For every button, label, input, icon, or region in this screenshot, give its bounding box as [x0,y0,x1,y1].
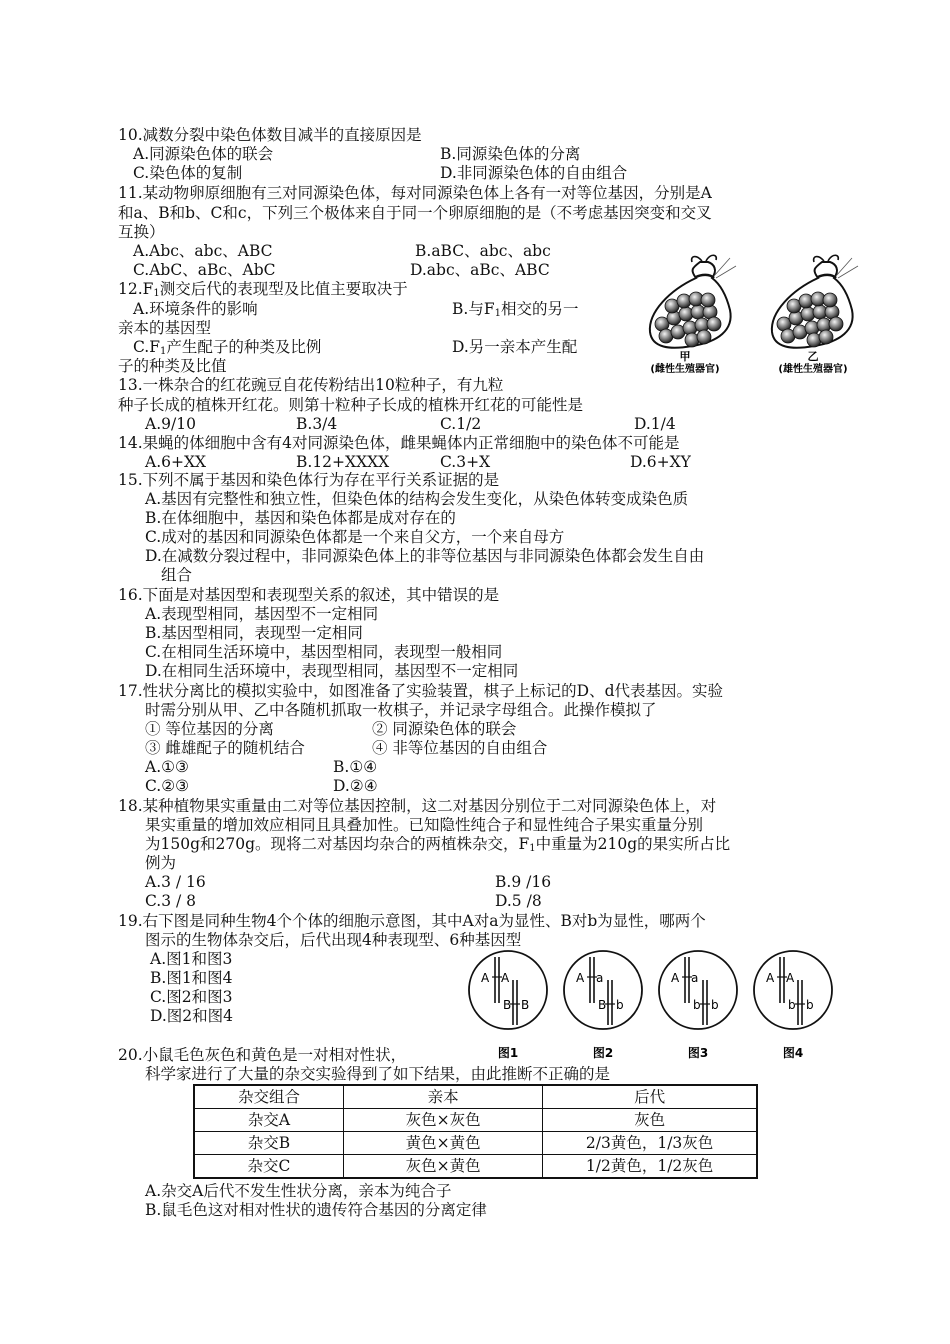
q18-stem-line4: 例为 [145,854,177,872]
table-header: 亲本 [343,1085,542,1109]
cell-4-allele-4: b [806,998,814,1012]
cell-3-diagram [659,951,737,1029]
bags-figure [630,250,870,375]
q15-option-c: C.成对的基因和同源染色体都是一个来自父方，一个来自母方 [145,528,565,546]
q10-option-d: D.非同源染色体的自由组合 [440,164,628,182]
q12-option-b-continued: 亲本的基因型 [118,319,212,337]
table-cell: 黄色×黄色 [343,1132,542,1155]
q15-option-b: B.在体细胞中，基因和染色体都是成对存在的 [145,509,456,527]
q18-stem-line2: 果实重量的增加效应相同且具叠加性。已知隐性纯合子和显性纯合子果实重量分别 [145,816,704,834]
q11-option-a: A.Abc、abc、ABC [133,242,273,260]
q11-stem-line3: 互换） [118,223,165,241]
table-header: 杂交组合 [194,1085,343,1109]
q13-stem-line2: 种子长成的植株开红花。则第十粒种子长成的植株开红花的可能性是 [118,396,584,414]
cell-3-allele-4: b [711,998,719,1012]
q18-option-c: C.3 / 8 [145,892,197,910]
q11-option-c: C.AbC、aBc、AbC [133,261,276,279]
table-cell: 杂交B [194,1132,343,1155]
q18-option-b: B.9 /16 [495,873,552,891]
cell-1-allele-4: B [521,998,530,1012]
bag-right-caption: (雄性生殖器官) [778,364,848,375]
cell-2-allele-1: A [576,971,585,985]
q13-stem-line1: 13.一株杂合的红花豌豆自花传粉结出10粒种子，有九粒 [118,376,504,394]
q12-option-a: A.环境条件的影响 [133,300,258,318]
cell-3-label: 图3 [687,1046,709,1060]
q10-stem: 10.减数分裂中染色体数目减半的直接原因是 [118,126,422,144]
q13-option-d: D.1/4 [634,415,676,433]
q11-stem-line2: 和a、B和b、C和c，下列三个极体来自于同一个卵原细胞的是（不考虑基因突变和交叉 [118,204,712,222]
table-header: 后代 [543,1085,757,1109]
q11-stem-line1: 11.某动物卵原细胞有三对同源染色体，每对同源染色体上各有一对等位基因，分别是A [118,184,712,202]
q17-option-b: B.①④ [333,758,378,776]
q17-stem-line2: 时需分别从甲、乙中各随机抓取一枚棋子，并记录字母组合。此操作模拟了 [145,701,657,719]
cell-2-diagram [564,951,642,1029]
q19-option-c: C.图2和图3 [150,988,233,1006]
table-row [194,1109,757,1132]
q19-option-d: D.图2和图4 [150,1007,234,1025]
table-row [194,1155,757,1179]
q14-option-b: B.12+XXXX [296,453,390,471]
q15-stem: 15.下列不属于基因和染色体行为存在平行关系证据的是 [118,471,500,489]
q13-option-c: C.1/2 [440,415,482,433]
cell-1-allele-2: A [501,971,510,985]
cell-2-allele-3: B [598,998,607,1012]
q20-option-a: A.杂交A后代不发生性状分离，亲本为纯合子 [145,1182,452,1200]
q17-choice-3: ③ 雌雄配子的随机结合 [145,739,305,757]
cell-4-allele-3: b [788,998,796,1012]
q16-stem: 16.下面是对基因型和表现型关系的叙述，其中错误的是 [118,586,500,604]
table-cell: 2/3黄色，1/3灰色 [543,1132,757,1155]
bag-right-label: 乙 [807,350,819,363]
q16-option-d: D.在相同生活环境中，表现型相同，基因型不一定相同 [145,662,519,680]
bag-right-icon [772,255,858,348]
q15-option-a: A.基因有完整性和独立性，但染色体的结构会发生变化，从染色体转变成染色质 [145,490,689,508]
q17-choice-4: ④ 非等位基因的自由组合 [372,739,548,757]
q10-option-a: A.同源染色体的联会 [133,145,274,163]
q18-stem-line3: 为150g和270g。现将二对基因均杂合的两植株杂交，$F_1$中重量为210g的果实所占比 [145,835,731,854]
q12-option-b: B.与$F_1$相交的另一 [452,300,579,319]
cell-3-allele-3: b [693,998,701,1012]
table-header-row [194,1085,757,1109]
q12-option-d: D.另一亲本产生配 [452,338,578,356]
q11-option-d: D.abc、aBc、ABC [410,261,550,279]
q20-option-b: B.鼠毛色这对相对性状的遗传符合基因的分离定律 [145,1201,487,1219]
q17-option-d: D.②④ [333,777,378,795]
bag-left-icon [650,255,736,348]
q17-stem-line1: 17.性状分离比的模拟实验中，如图准备了实验装置，棋子上标记的D、d代表基因。实验 [118,682,724,700]
cell-2-allele-4: b [616,998,624,1012]
q13-option-b: B.3/4 [296,415,338,433]
cross-results-table [193,1084,758,1179]
cell-3-allele-1: A [671,971,680,985]
q14-option-a: A.6+XX [145,453,207,471]
q18-option-d: D.5 /8 [495,892,542,910]
q17-choice-1: ① 等位基因的分离 [145,720,274,738]
q19-stem-line2: 图示的生物体杂交后，后代出现4种表现型、6种基因型 [145,931,522,949]
q14-option-c: C.3+X [440,453,491,471]
table-row [194,1132,757,1155]
table-cell: 灰色 [543,1109,757,1132]
table-cell: 1/2黄色，1/2灰色 [543,1155,757,1179]
q15-option-d-continued: 组合 [161,566,193,584]
cell-1-allele-3: B [503,998,512,1012]
cell-4-diagram [754,951,832,1029]
q12-option-d-continued: 子的种类及比值 [118,357,227,375]
q15-option-d: D.在减数分裂过程中，非同源染色体上的非等位基因与非同源染色体都会发生自由 [145,547,705,565]
q17-option-a: A.①③ [145,758,189,776]
q14-option-d: D.6+XY [630,453,691,471]
table-cell: 杂交C [194,1155,343,1179]
cell-2-label: 图2 [592,1046,614,1060]
q20-stem-line2: 科学家进行了大量的杂交实验得到了如下结果，由此推断不正确的是 [145,1065,611,1083]
q14-stem: 14.果蝇的体细胞中含有4对同源染色体，雌果蝇体内正常细胞中的染色体不可能是 [118,434,680,452]
q19-option-b: B.图1和图4 [150,969,233,987]
q13-option-a: A.9/10 [145,415,196,433]
q11-option-b: B.aBC、abc、abc [415,242,551,260]
q12-stem: $12.F_1$测交后代的表现型及比值主要取决于 [118,280,408,299]
cell-1-label: 图1 [497,1046,519,1060]
q17-choice-2: ② 同源染色体的联会 [372,720,517,738]
table-cell: 杂交A [194,1109,343,1132]
q10-option-c: C.染色体的复制 [133,164,243,182]
bag-left-label: 甲 [679,350,691,363]
q10-option-b: B.同源染色体的分离 [440,145,581,163]
q17-option-c: C.②③ [145,777,190,795]
q18-stem-line1: 18.某种植物果实重量由二对等位基因控制，这二对基因分别位于二对同源染色体上，对 [118,797,717,815]
q18-option-a: A.3 / 16 [145,873,206,891]
cell-4-allele-2: A [786,971,795,985]
q12-option-c: $C.F_1$产生配子的种类及比例 [133,338,322,357]
q20-stem-line1: 20.小鼠毛色灰色和黄色是一对相对性状， [118,1046,407,1064]
q16-option-a: A.表现型相同，基因型不一定相同 [145,605,379,623]
table-cell: 灰色×黄色 [343,1155,542,1179]
q16-option-b: B.基因型相同，表现型一定相同 [145,624,363,642]
bag-left-caption: (雌性生殖器官) [650,364,720,375]
cell-2-allele-2: a [596,971,604,985]
cell-3-allele-2: a [691,971,699,985]
table-cell: 灰色×灰色 [343,1109,542,1132]
q16-option-c: C.在相同生活环境中，基因型相同，表现型一般相同 [145,643,503,661]
cell-4-label: 图4 [782,1046,804,1060]
cell-diagrams [468,945,853,1063]
cell-1-diagram [469,951,547,1029]
q19-stem-line1: 19.右下图是同种生物4个个体的细胞示意图，其中A对a为显性、B对b为显性，哪两个 [118,912,706,930]
q19-option-a: A.图1和图3 [150,950,233,968]
cell-1-allele-1: A [481,971,490,985]
cell-4-allele-1: A [766,971,775,985]
